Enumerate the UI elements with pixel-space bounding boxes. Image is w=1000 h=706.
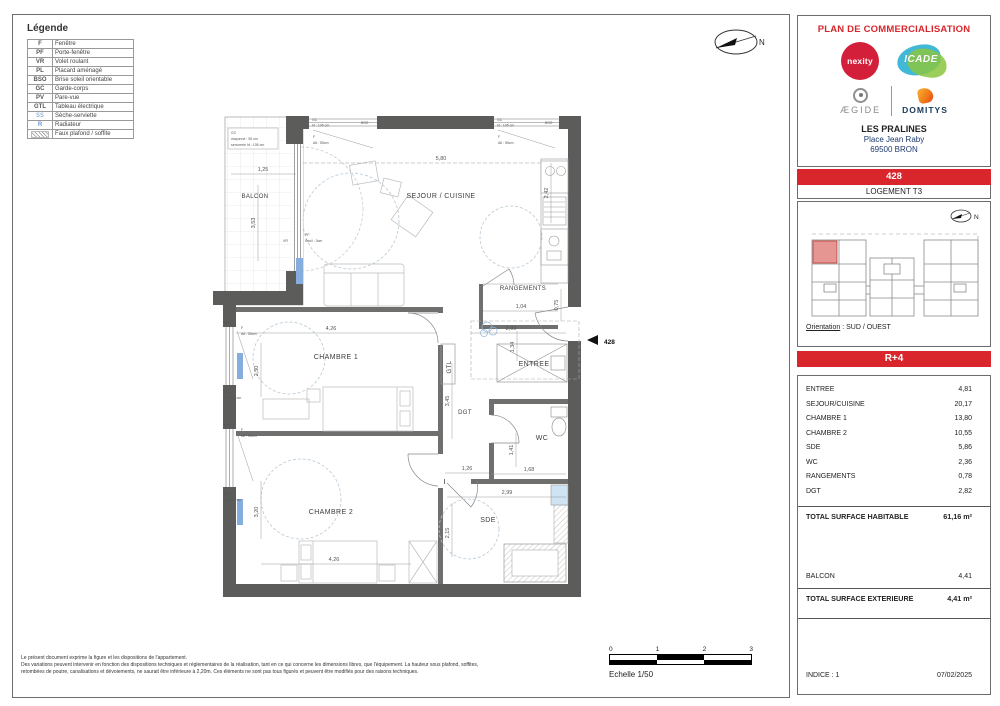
legend-table [27, 39, 134, 139]
legend-row: SS Sèche-serviette [28, 112, 134, 121]
ann-gc: GC [312, 118, 318, 122]
surface-row: SDE 5,86 [806, 444, 972, 451]
ann-gc-ht: ht : 105 cm [224, 396, 242, 400]
scale-tick: 0 [609, 646, 613, 653]
ann-f-alt: Alt : 55cm [241, 332, 257, 336]
legend-row: PL Placard aménagé [28, 67, 134, 76]
domitys-logo [902, 88, 948, 115]
orientation-value: : SUD / OUEST [842, 324, 891, 331]
north-arrow [711, 21, 767, 63]
nexity-logo [841, 42, 879, 80]
ann-bso: BSO [224, 423, 232, 427]
key-plan-box [797, 201, 991, 347]
legend-title: Légende [27, 23, 69, 34]
room-label-gtl: GTL [447, 360, 453, 374]
north-label: N [974, 214, 979, 221]
scale-tick: 1 [655, 646, 660, 653]
project-name: LES PRALINES [861, 124, 927, 134]
hatch-swatch [31, 131, 49, 138]
surface-row: ENTREE 4,81 [806, 386, 972, 393]
dim-ch2-h: 3,20 [254, 506, 260, 518]
surface-row: CHAMBRE 1 13,80 [806, 415, 972, 422]
address-line1: Place Jean Raby [863, 135, 925, 144]
ann-gc: GC [224, 492, 230, 496]
ann-f-alt: Alt : 55cm [498, 141, 514, 145]
divider [798, 588, 990, 589]
room-label-entree: ENTREE [518, 361, 550, 368]
total-habitable-row: TOTAL SURFACE HABITABLE 61,16 m² [806, 512, 972, 521]
ann-gc-ht: ht : 105 cm [224, 498, 242, 502]
dim-wc-h: 1,41 [509, 444, 515, 456]
aegide-icon [853, 88, 868, 103]
room-label-sejour: SEJOUR / CUISINE [406, 193, 476, 200]
ann-bso: BSO [361, 121, 369, 125]
surface-row: WC 2,36 [806, 458, 972, 466]
unit-type: LOGEMENT T3 [797, 185, 991, 199]
sheet-title: PLAN DE COMMERCIALISATION [817, 24, 971, 35]
legend-row: R Radiateur [28, 121, 134, 130]
indice-row [806, 672, 972, 679]
scale-tick: 2 [702, 646, 707, 653]
ann-pf: PF [305, 233, 310, 237]
sejour-furniture [324, 161, 433, 306]
legend-row: PF Porte-fenêtre [28, 49, 134, 58]
unit-number-banner: 428 [797, 169, 991, 185]
legend-row: PV Pare-vue [28, 94, 134, 103]
north-label: N [759, 38, 765, 47]
doors [408, 269, 568, 507]
date: 07/02/2025 [936, 672, 972, 679]
ann-gc: GC [497, 118, 503, 122]
legend-row: VR Volet roulant [28, 58, 134, 67]
icade-logo [895, 43, 947, 79]
title-block [797, 15, 991, 695]
logo-divider [891, 86, 892, 116]
ann-f: F [313, 135, 316, 139]
entrance-marker [587, 335, 615, 346]
disclaimer-line: Le présent document exprime la figure et les dispositions de l'appartement. [21, 655, 188, 661]
surface-row: SEJOUR/CUISINE 20,17 [806, 400, 972, 408]
dim-rang-w: 1,04 [515, 304, 527, 310]
dim-kitchen-h: 2,42 [544, 187, 550, 199]
key-plan [804, 224, 986, 320]
dim-entree-w: 2,99 [505, 326, 517, 332]
ann-gc-line3: serrurerie ht : 105 cm [231, 143, 265, 147]
room-label-dgt: DGT [458, 410, 472, 416]
plan-sheet [12, 14, 790, 698]
address-line2: 69500 BRON [870, 145, 918, 154]
room-label-wc: WC [535, 435, 549, 442]
north-arrow-small [950, 206, 984, 226]
domitys-icon [916, 86, 934, 104]
dim-wc-w: 1,68 [523, 467, 535, 473]
surface-table [797, 375, 991, 695]
room-label-rangements: RANGEMENTS [499, 286, 547, 292]
dim-balcon-h: 3,53 [251, 217, 257, 229]
dim-ch1-w: 4,26 [325, 326, 337, 332]
ann-gc-line2: maçonné : 50 cm [231, 137, 258, 141]
ann-f: F [241, 326, 244, 330]
unit-number-marker: 428 [604, 339, 615, 346]
surface-row: DGT 2,82 [806, 487, 972, 495]
chambre2-furniture [281, 541, 437, 583]
room-label-chambre2: CHAMBRE 2 [308, 509, 354, 516]
header-box [797, 15, 991, 167]
total-exterieure-row: TOTAL SURFACE EXTERIEURE 4,41 m² [806, 594, 972, 603]
ann-bso: BSO [224, 321, 232, 325]
legend-row: GC Garde-corps [28, 85, 134, 94]
dim-dgt-h: 3,45 [445, 395, 451, 407]
room-label-sde: SDE [480, 517, 496, 524]
surface-row: RANGEMENTS 0,78 [806, 473, 972, 480]
disclaimer-line: Des variations peuvent intervenir en fonction des dispositions techniques et réglementaires de la réalisation, tant en ce qui concerne les dimensions libres, que l'équipement. La hauteur sous plafond, soffites, [21, 662, 479, 668]
aegide-label: ÆGIDE [840, 104, 882, 115]
partitions [236, 284, 568, 584]
dim-sde-w: 2,99 [501, 490, 513, 496]
domitys-label: DOMITYS [902, 104, 948, 115]
ann-gc: GC [231, 131, 237, 135]
nexity-label: nexity [847, 56, 873, 66]
dim-balcon-w: 1,25 [257, 167, 269, 173]
dim-dgt-w: 1,26 [461, 466, 473, 472]
scale-tick: 3 [749, 646, 753, 653]
scale-ticks [609, 646, 753, 654]
floor-plan [201, 101, 641, 611]
disclaimer [21, 655, 586, 676]
ann-f-alt: Alt : 55cm [241, 434, 257, 438]
highlighted-unit [813, 241, 837, 263]
legend [27, 23, 134, 139]
disclaimer-line: retombées de poutre, canalisations et dévoiements, ne saurait être inférieure à 2,20m. Ces éléments ne sont pas tous figurés et peuvent être modifiés pour des raisons techniques. [21, 669, 419, 675]
surface-row: CHAMBRE 2 10,55 [806, 429, 972, 437]
dim-sejour-w: 5,80 [435, 156, 447, 162]
dim-sde-h: 2,15 [445, 527, 451, 539]
floor-banner: R+4 [797, 351, 991, 367]
legend-row: BSO Brise soleil orientable [28, 76, 134, 85]
scale-bar [609, 646, 759, 679]
orientation-label: Orientation [806, 324, 841, 331]
dim-entree-h: 1,34 [510, 341, 516, 353]
room-label-balcon: BALCON [241, 194, 269, 200]
dim-ch2-w: 4,26 [328, 557, 340, 563]
indice: INDICE : 1 [806, 672, 840, 679]
ann-f: F [498, 135, 501, 139]
sde-fixtures [501, 485, 568, 582]
dim-rang-h: 0,75 [554, 299, 560, 311]
ann-gc-ht: ht : 105 cm [312, 123, 330, 128]
divider [798, 618, 990, 619]
ann-gc: GC [224, 390, 230, 394]
plant-decor [481, 322, 498, 337]
icade-label: ICADE [904, 54, 938, 65]
divider [798, 506, 990, 507]
ann-f-alt: Alt : 55cm [313, 141, 329, 145]
scale-label: Echelle 1/50 [609, 670, 654, 679]
legend-row: F Fenêtre [28, 40, 134, 49]
wc-fixtures [551, 407, 567, 436]
kitchen-counter [541, 159, 568, 283]
legend-row: GTL Tableau électrique [28, 103, 134, 112]
aegide-logo [840, 88, 881, 115]
ann-f: F [241, 428, 244, 432]
room-label-chambre1: CHAMBRE 1 [313, 354, 359, 361]
ann-bso: BSO [545, 121, 553, 125]
ann-gc-ht: ht : 105 cm [497, 123, 515, 128]
ann-vr: VR [283, 239, 288, 243]
scale-bar-graphic [609, 654, 752, 665]
orientation [806, 324, 891, 331]
legend-row: Faux plafond / soffite [28, 130, 134, 139]
ann-pf-seuil: Seuil : 0cm [305, 239, 323, 243]
balcon-row: BALCON 4,41 [806, 573, 972, 580]
dim-ch1-h: 2,50 [254, 365, 260, 377]
